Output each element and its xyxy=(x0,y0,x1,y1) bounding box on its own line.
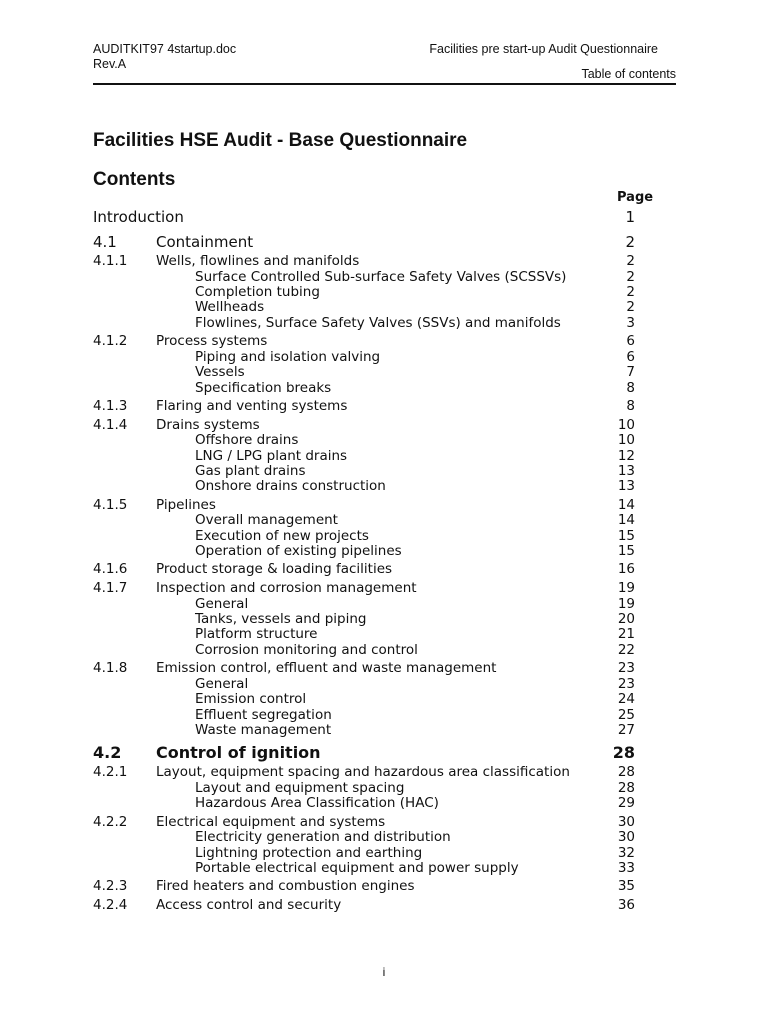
toc-subsection-title: Drains systems xyxy=(156,416,260,433)
toc-topic-entry[interactable] xyxy=(93,846,638,861)
toc-topic-page: 2 xyxy=(626,268,635,285)
toc-subsection-number: 4.2.3 xyxy=(93,878,128,895)
toc-topic-entry[interactable] xyxy=(93,270,638,285)
document-title: Facilities HSE Audit - Base Questionnaire xyxy=(93,130,468,151)
toc-subsection-title: Access control and security xyxy=(156,897,342,914)
header-left xyxy=(93,42,236,72)
toc-section-4-1[interactable] xyxy=(93,232,638,254)
toc-subsection-4-1-7[interactable] xyxy=(93,581,638,597)
toc-section-page: 2 xyxy=(625,233,635,251)
toc-entry-page: 1 xyxy=(625,208,635,226)
toc-topic-title: Corrosion monitoring and control xyxy=(195,641,418,658)
toc-subsection-page: 2 xyxy=(626,253,635,269)
toc-topic-page: 12 xyxy=(617,447,635,464)
toc-topic-page: 28 xyxy=(617,779,635,796)
toc-section-title: Containment xyxy=(156,233,254,251)
toc-subsection-4-2-4[interactable] xyxy=(93,898,638,914)
toc-subsection-title: Layout, equipment spacing and hazardous area classification xyxy=(156,764,570,781)
toc-topic-title: Execution of new projects xyxy=(195,527,369,544)
toc-topic-page: 25 xyxy=(617,706,635,723)
toc-subsection-title: Pipelines xyxy=(156,496,216,513)
toc-subsection-number: 4.1.6 xyxy=(93,561,128,578)
page-column-heading: Page xyxy=(617,190,654,205)
toc-topic-entry[interactable] xyxy=(93,796,638,811)
toc-topic-page: 32 xyxy=(617,844,635,861)
toc-topic-page: 23 xyxy=(617,675,635,692)
toc-subsection-page: 23 xyxy=(617,660,635,677)
header-section: Table of contents xyxy=(581,67,676,81)
toc-topic-entry[interactable] xyxy=(93,612,638,627)
toc-topic-page: 2 xyxy=(626,299,635,316)
toc-topic-entry[interactable] xyxy=(93,479,638,494)
toc-topic-page: 22 xyxy=(617,641,635,658)
toc-subsection-title: Process systems xyxy=(156,333,268,350)
toc-topic-entry[interactable] xyxy=(93,350,638,365)
toc-topic-page: 21 xyxy=(617,626,635,643)
toc-topic-title: Hazardous Area Classification (HAC) xyxy=(195,795,439,812)
header-filename: AUDITKIT97 4startup.doc xyxy=(93,42,237,56)
toc-topic-entry[interactable] xyxy=(93,529,638,544)
toc-subsection-4-1-8[interactable] xyxy=(93,661,638,677)
toc-topic-entry[interactable] xyxy=(93,513,638,528)
toc-subsection-title: Inspection and corrosion management xyxy=(156,580,417,597)
toc-topic-page: 14 xyxy=(617,512,635,529)
toc-subsection-number: 4.2.4 xyxy=(93,897,128,914)
toc-topic-page: 19 xyxy=(617,595,635,612)
toc-topic-title: Lightning protection and earthing xyxy=(195,844,423,861)
toc-topic-entry[interactable] xyxy=(93,861,638,876)
toc-subsection-number: 4.1.3 xyxy=(93,397,128,414)
toc-topic-entry[interactable] xyxy=(93,692,638,707)
toc-topic-page: 7 xyxy=(626,364,635,381)
header-revision: Rev.A xyxy=(93,57,127,71)
toc-topic-entry[interactable] xyxy=(93,627,638,642)
toc-topic-title: Platform structure xyxy=(195,626,318,643)
toc-topic-title: Wellheads xyxy=(195,299,265,316)
table-of-contents xyxy=(93,207,638,914)
toc-subsection-title: Electrical equipment and systems xyxy=(156,813,386,830)
contents-heading: Contents xyxy=(93,169,176,190)
toc-topic-title: General xyxy=(195,675,249,692)
toc-subsection-4-1-5[interactable] xyxy=(93,498,638,514)
toc-entry-title: Introduction xyxy=(93,208,184,226)
toc-subsection-page: 35 xyxy=(617,878,635,895)
toc-topic-title: Specification breaks xyxy=(195,379,332,396)
toc-subsection-page: 10 xyxy=(617,416,635,433)
toc-topic-entry[interactable] xyxy=(93,316,638,331)
toc-subsection-number: 4.1.7 xyxy=(93,580,128,597)
toc-topic-page: 29 xyxy=(617,795,635,812)
toc-topic-page: 27 xyxy=(617,721,635,738)
toc-topic-entry[interactable] xyxy=(93,677,638,692)
toc-topic-page: 3 xyxy=(626,314,635,331)
toc-topic-page: 15 xyxy=(617,543,635,560)
toc-topic-page: 2 xyxy=(626,283,635,300)
toc-topic-entry[interactable] xyxy=(93,285,638,300)
toc-subsection-title: Wells, flowlines and manifolds xyxy=(156,253,360,269)
toc-topic-title: Portable electrical equipment and power supply xyxy=(195,860,519,877)
toc-topic-entry[interactable] xyxy=(93,381,638,396)
toc-entry-introduction[interactable] xyxy=(93,207,638,229)
toc-subsection-number: 4.1.8 xyxy=(93,660,128,677)
toc-topic-entry[interactable] xyxy=(93,433,638,448)
toc-subsection-title: Flaring and venting systems xyxy=(156,397,348,414)
page-number-footer: i xyxy=(382,965,386,979)
toc-subsection-number: 4.1.2 xyxy=(93,333,128,350)
toc-subsection-page: 28 xyxy=(617,764,635,781)
toc-subsection-title: Product storage & loading facilities xyxy=(156,561,393,578)
toc-subsection-page: 6 xyxy=(626,333,635,350)
toc-topic-title: Effluent segregation xyxy=(195,706,332,723)
toc-section-4-2[interactable] xyxy=(93,743,638,765)
toc-section-4-1-items xyxy=(93,254,638,738)
toc-topic-title: Layout and equipment spacing xyxy=(195,779,405,796)
toc-topic-page: 24 xyxy=(617,691,635,708)
toc-topic-entry[interactable] xyxy=(93,449,638,464)
toc-topic-page: 15 xyxy=(617,527,635,544)
toc-topic-entry[interactable] xyxy=(93,781,638,796)
toc-topic-page: 20 xyxy=(617,611,635,628)
toc-topic-title: Vessels xyxy=(195,364,245,381)
toc-subsection-4-1-1[interactable] xyxy=(93,254,638,270)
header-rule xyxy=(93,83,676,85)
toc-topic-title: Flowlines, Surface Safety Valves (SSVs) and manifolds xyxy=(195,314,561,331)
header-doc-name: Facilities pre start-up Audit Questionnaire xyxy=(429,42,658,56)
toc-topic-title: Gas plant drains xyxy=(195,462,306,479)
toc-subsection-number: 4.1.5 xyxy=(93,496,128,513)
toc-subsection-number: 4.1.1 xyxy=(93,253,128,269)
toc-topic-entry[interactable] xyxy=(93,544,638,559)
toc-section-title: Control of ignition xyxy=(156,743,321,763)
toc-section-page: 28 xyxy=(612,743,635,763)
toc-topic-page: 8 xyxy=(626,379,635,396)
toc-topic-title: LNG / LPG plant drains xyxy=(195,447,348,464)
toc-subsection-page: 8 xyxy=(626,397,635,414)
toc-topic-page: 13 xyxy=(617,478,635,495)
toc-topic-entry[interactable] xyxy=(93,830,638,845)
toc-subsection-4-1-6[interactable] xyxy=(93,562,638,578)
toc-subsection-page: 30 xyxy=(617,813,635,830)
toc-topic-title: Completion tubing xyxy=(195,283,320,300)
toc-topic-title: Emission control xyxy=(195,691,307,708)
toc-topic-title: Electricity generation and distribution xyxy=(195,829,451,846)
toc-topic-page: 30 xyxy=(617,829,635,846)
toc-section-number: 4.1 xyxy=(93,233,117,251)
toc-subsection-4-2-3[interactable] xyxy=(93,879,638,895)
toc-topic-entry[interactable] xyxy=(93,365,638,380)
toc-topic-title: Waste management xyxy=(195,721,332,738)
toc-subsection-title: Emission control, effluent and waste management xyxy=(156,660,497,677)
toc-topic-entry[interactable] xyxy=(93,723,638,738)
toc-topic-entry[interactable] xyxy=(93,300,638,315)
toc-subsection-4-2-2[interactable] xyxy=(93,815,638,831)
toc-topic-page: 13 xyxy=(617,462,635,479)
toc-topic-page: 10 xyxy=(617,432,635,449)
toc-topic-entry[interactable] xyxy=(93,643,638,658)
toc-section-4-2-items xyxy=(93,765,638,913)
toc-subsection-4-1-4[interactable] xyxy=(93,418,638,434)
toc-topic-title: Tanks, vessels and piping xyxy=(195,611,367,628)
toc-subsection-page: 14 xyxy=(617,496,635,513)
toc-subsection-page: 16 xyxy=(617,561,635,578)
toc-topic-title: Overall management xyxy=(195,512,338,529)
toc-topic-title: General xyxy=(195,595,249,612)
toc-topic-title: Offshore drains xyxy=(195,432,299,449)
toc-subsection-number: 4.2.1 xyxy=(93,764,128,781)
toc-subsection-number: 4.1.4 xyxy=(93,416,128,433)
toc-topic-entry[interactable] xyxy=(93,708,638,723)
toc-topic-entry[interactable] xyxy=(93,464,638,479)
toc-topic-title: Onshore drains construction xyxy=(195,478,386,495)
toc-topic-page: 33 xyxy=(617,860,635,877)
toc-topic-title: Piping and isolation valving xyxy=(195,348,381,365)
toc-topic-entry[interactable] xyxy=(93,597,638,612)
toc-subsection-4-2-1[interactable] xyxy=(93,765,638,781)
toc-subsection-number: 4.2.2 xyxy=(93,813,128,830)
toc-subsection-page: 36 xyxy=(617,897,635,914)
toc-subsection-4-1-3[interactable] xyxy=(93,399,638,415)
toc-section-number: 4.2 xyxy=(93,743,122,763)
toc-subsection-4-1-2[interactable] xyxy=(93,334,638,350)
toc-subsection-page: 19 xyxy=(617,580,635,597)
toc-topic-title: Operation of existing pipelines xyxy=(195,543,402,560)
toc-topic-title: Surface Controlled Sub-surface Safety Valves (SCSSVs) xyxy=(195,268,567,285)
toc-subsection-title: Fired heaters and combustion engines xyxy=(156,878,415,895)
toc-topic-page: 6 xyxy=(626,348,635,365)
